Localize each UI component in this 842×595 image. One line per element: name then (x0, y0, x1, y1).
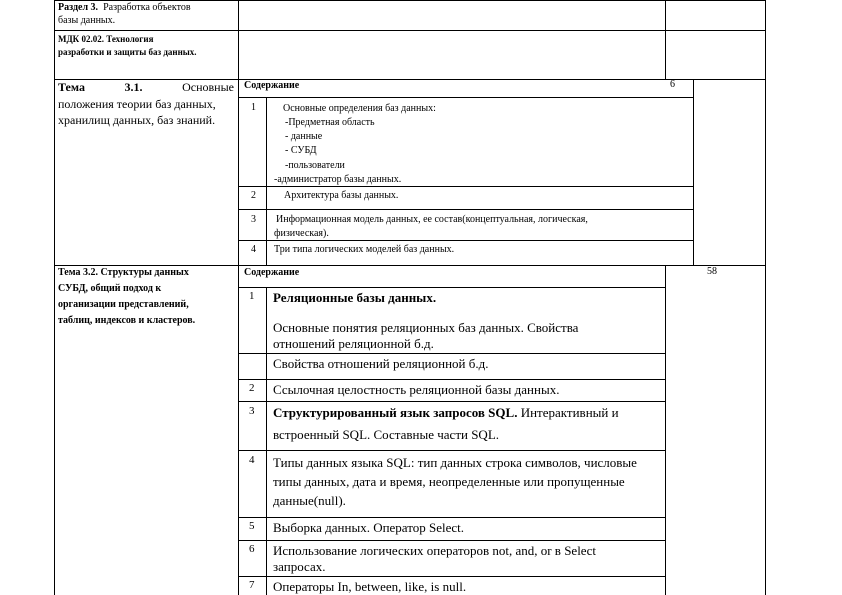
topic-3-1-item-3-line: физическая). (274, 228, 329, 239)
topic-3-2-item-1-heading: Реляционные базы данных. (273, 290, 437, 305)
topic-3-1-item-1-line: -Предметная область (285, 117, 375, 128)
topic-3-2-item-4-line: Типы данных языка SQL: тип данных строка символов, числовые (273, 455, 637, 470)
topic-3-2-title-line: СУБД, общий подход к (58, 283, 162, 294)
topic-3-2-item-3-bold: Структурированный язык запросов SQL. (273, 405, 518, 420)
topic-3-1-item-1-line: -администратор базы данных. (274, 174, 402, 185)
topic-3-1-title-line1 (58, 80, 234, 94)
topic-3-1-title-line3: хранилищ данных, баз знаний. (58, 113, 216, 127)
topic-3-2-item-3-rest: Интерактивный и (517, 405, 619, 420)
topic-3-1-item-1-line: Основные определения баз данных: (283, 103, 436, 114)
topic-3-2-item-3-num: 3 (249, 405, 255, 417)
topic-3-1-content-label: Содержание (244, 80, 300, 91)
topic-3-2-item-6-line: запросах. (273, 559, 326, 574)
topic-3-2-item-1-line: Основные понятия реляционных баз данных. Свойства (273, 320, 579, 335)
topic-3-1-word2: 3.1. (124, 80, 143, 94)
topic-3-2-item-5-num: 5 (249, 520, 255, 532)
section-name: Разработка объектов (103, 2, 191, 13)
topic-3-1-item-1-line: - данные (285, 131, 323, 142)
topic-3-2-content-label: Содержание (244, 267, 300, 278)
topic-3-1-item-4-line: Три типа логических моделей баз данных. (274, 244, 455, 255)
topic-3-2-item-6-num: 6 (249, 543, 255, 555)
topic-3-2-item-4-line: данные(null). (273, 493, 346, 508)
topic-3-2-item-1-line: отношений реляционной б.д. (273, 336, 434, 351)
topic-3-1-word1: Тема (58, 80, 85, 94)
topic-3-2-item-3-line: встроенный SQL. Составные части SQL. (273, 427, 500, 442)
topic-3-2-item-5-line: Выборка данных. Оператор Select. (273, 520, 465, 535)
section-title-line2: базы данных. (58, 15, 116, 26)
topic-3-2-item-7-line: Операторы In, between, like, is null. (273, 579, 467, 594)
topic-3-1-item-4-num: 4 (251, 244, 256, 255)
section-label: Раздел 3. (58, 2, 99, 13)
topic-3-2-item-3-line1 (273, 405, 619, 421)
topic-3-1-item-1-line: - СУБД (285, 145, 317, 156)
topic-3-2-item-2-line: Ссылочная целостность реляционной базы данных. (273, 382, 560, 397)
topic-3-2-title-line: Тема 3.2. Структуры данных (58, 267, 189, 278)
topic-3-2-title-line: таблиц, индексов и кластеров. (58, 315, 196, 326)
topic-3-1-word3: Основные (182, 80, 234, 94)
topic-3-2-item-6-line: Использование логических операторов not, and, or в Select (273, 543, 596, 558)
topic-3-1-item-1-num: 1 (251, 102, 256, 113)
topic-3-1-item-2-num: 2 (251, 190, 256, 201)
mdk-title-line1: МДК 02.02. Технология (58, 34, 154, 44)
topic-3-2-hours: 58 (707, 266, 717, 277)
topic-3-2-item-7-num: 7 (249, 579, 255, 591)
topic-3-2-item-sub-line: Свойства отношений реляционной б.д. (273, 356, 489, 371)
topic-3-1-title-line2: положения теории баз данных, (58, 97, 216, 111)
mdk-title-line2: разработки и защиты баз данных. (58, 47, 197, 57)
topic-3-2-title-line: организации представлений, (58, 299, 189, 310)
topic-3-2-item-1-num: 1 (249, 290, 255, 302)
topic-3-1-item-1-line: -пользователи (285, 160, 345, 171)
section-title (58, 2, 191, 14)
topic-3-1-item-3-num: 3 (251, 214, 256, 225)
topic-3-2-item-4-num: 4 (249, 454, 255, 466)
topic-3-2-item-4-line: типы данных, дата и время, неопределенные или пропущенные (273, 474, 625, 489)
topic-3-1-hours: 6 (670, 79, 675, 90)
topic-3-1-item-2-line: Архитектура базы данных. (284, 190, 399, 201)
topic-3-1-item-3-line: Информационная модель данных, ее состав(концептуальная, логическая, (276, 214, 588, 225)
topic-3-2-item-2-num: 2 (249, 382, 255, 394)
